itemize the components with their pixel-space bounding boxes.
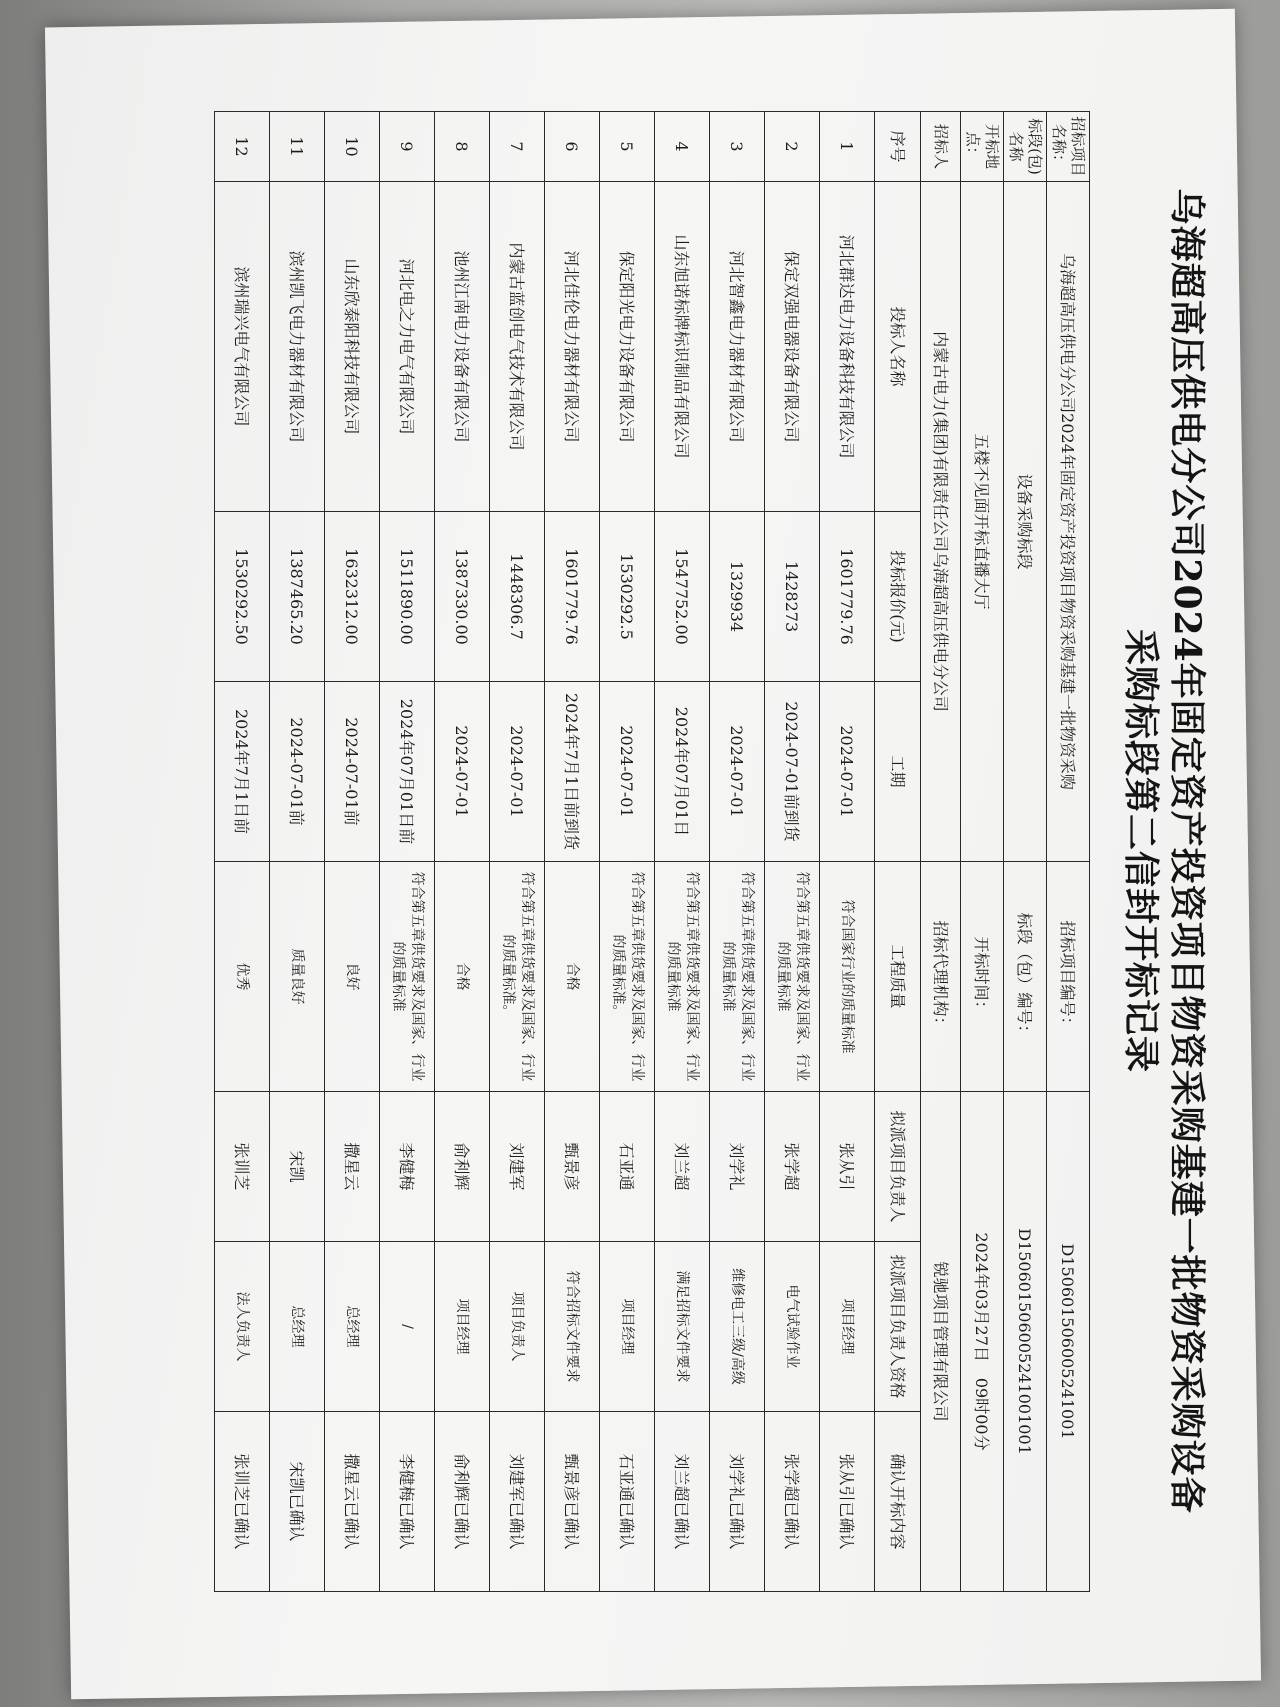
- location-value: 五楼不见面开标直播大厅: [961, 182, 1004, 862]
- bid-period: 2024年7月1日前到货: [545, 682, 600, 862]
- table-row: [655, 112, 710, 1592]
- bid-qualification: 符合招标文件要求: [545, 1242, 600, 1412]
- col-seq-header: 序号: [875, 112, 921, 182]
- bid-bidder-name: 河北电之力电气有限公司: [380, 182, 435, 512]
- bid-seq: 9: [380, 112, 435, 182]
- col-price-header: 投标报价(元): [875, 512, 921, 682]
- bid-seq: 4: [655, 112, 710, 182]
- bid-confirm: 刘建军已确认: [490, 1412, 545, 1592]
- time-label: 开标时间：: [961, 862, 1004, 1092]
- bid-qualification: 项目负责人: [490, 1242, 545, 1412]
- project-name-label: 招标项目名称：: [1047, 112, 1090, 182]
- bid-confirm: 刘兰超已确认: [655, 1412, 710, 1592]
- bid-price: 1601779.76: [820, 512, 875, 682]
- bid-period: 2024-07-01前: [325, 682, 380, 862]
- bid-bidder-name: 山东旭诺标牌标识制品有限公司: [655, 182, 710, 512]
- bid-seq: 3: [710, 112, 765, 182]
- bid-manager: 石亚通: [600, 1092, 655, 1242]
- bid-quality: 符合第五章供货要求及国家、行业的质量标准: [765, 862, 820, 1092]
- bid-qualification: 维修电工三级/高级: [710, 1242, 765, 1412]
- bid-manager: 张训芝: [215, 1092, 270, 1242]
- bid-price: 1387465.20: [270, 512, 325, 682]
- bid-period: 2024-07-01: [600, 682, 655, 862]
- table-row: [215, 112, 270, 1592]
- bid-qualification: /: [380, 1242, 435, 1412]
- bid-price: 1530292.5: [600, 512, 655, 682]
- bid-price: 1448306.7: [490, 512, 545, 682]
- bid-bidder-name: 山东欣泰阳科技有限公司: [325, 182, 380, 512]
- bid-qualification: 项目经理: [435, 1242, 490, 1412]
- table-row: [435, 112, 490, 1592]
- col-confirm-header: 确认开标内容: [875, 1412, 921, 1592]
- bid-qualification: 满足招标文件要求: [655, 1242, 710, 1412]
- bid-price: 1547752.00: [655, 512, 710, 682]
- bid-period: 2024-07-01: [710, 682, 765, 862]
- table-row: [820, 112, 875, 1592]
- document-title-line-1: 乌海超高压供电分公司2024年固定资产投资项目物资采购基建一批物资采购设备: [1166, 188, 1208, 1514]
- bid-confirm: 刘学礼已确认: [710, 1412, 765, 1592]
- bid-rows: [215, 112, 875, 1592]
- section-no-label: 标段（包）编号：: [1004, 862, 1047, 1092]
- bid-quality: 优秀: [215, 862, 270, 1092]
- bid-period: 2024-07-01: [820, 682, 875, 862]
- col-period-header: 工期: [875, 682, 921, 862]
- agency-label: 招标代理机构：: [921, 862, 961, 1092]
- document-title: [1100, 91, 1210, 1611]
- bid-table: [214, 111, 1090, 1592]
- bid-price: 1511890.00: [380, 512, 435, 682]
- col-manager-header: 拟派项目负责人: [875, 1092, 921, 1242]
- bid-seq: 5: [600, 112, 655, 182]
- bid-manager: 撒星云: [325, 1092, 380, 1242]
- table-row: [270, 112, 325, 1592]
- column-header-row: [875, 112, 921, 1592]
- bid-quality: 符合第五章供货要求及国家、行业的质量标准。: [490, 862, 545, 1092]
- bid-seq: 6: [545, 112, 600, 182]
- bid-bidder-name: 保定双强电器设备有限公司: [765, 182, 820, 512]
- agency-value: 锐驰项目管理有限公司: [921, 1092, 961, 1592]
- col-quality-header: 工程质量: [875, 862, 921, 1092]
- bid-seq: 1: [820, 112, 875, 182]
- project-no-value: D150601506005241001: [1047, 1092, 1090, 1592]
- table-row: [490, 112, 545, 1592]
- meta-row-tenderer: [921, 112, 961, 1592]
- bid-qualification: 总经理: [270, 1242, 325, 1412]
- tenderer-label: 招标人: [921, 112, 961, 182]
- bid-bidder-name: 内蒙古蓝创电气技术有限公司: [490, 182, 545, 512]
- table-row: [325, 112, 380, 1592]
- bid-period: 2024-07-01前: [270, 682, 325, 862]
- section-no-value: D150601506005241001001: [1004, 1092, 1047, 1592]
- bid-period: 2024年07月01日: [655, 682, 710, 862]
- meta-row-project: [1047, 112, 1090, 1592]
- bid-manager: 刘兰超: [655, 1092, 710, 1242]
- bid-manager: 宋凯: [270, 1092, 325, 1242]
- meta-section: [875, 112, 1090, 1592]
- tenderer-value: 内蒙古电力(集团)有限责任公司乌海超高压供电分公司: [921, 182, 961, 862]
- time-value: 2024年03月27日 09时00分: [961, 1092, 1004, 1592]
- bid-confirm: 俞利辉已确认: [435, 1412, 490, 1592]
- document-title-line-2: 采购标段第二信封开标记录: [1120, 628, 1162, 1073]
- table-row: [600, 112, 655, 1592]
- project-name-value: 乌海超高压供电分公司2024年固定资产投资项目物资采购基建一批物资采购: [1047, 182, 1090, 862]
- section-name-value: 设备采购标段: [1004, 182, 1047, 862]
- bid-period: 2024年7月1日前: [215, 682, 270, 862]
- bid-confirm: 宋凯已确认: [270, 1412, 325, 1592]
- bid-manager: 张学超: [765, 1092, 820, 1242]
- col-bidder-header: 投标人名称: [875, 182, 921, 512]
- location-label: 开标地点：: [961, 112, 1004, 182]
- bid-confirm: 张从引已确认: [820, 1412, 875, 1592]
- bid-period: 2024年07月01日前: [380, 682, 435, 862]
- bid-qualification: 法人负责人: [215, 1242, 270, 1412]
- bid-qualification: 总经理: [325, 1242, 380, 1412]
- table-row: [765, 112, 820, 1592]
- bid-quality: 符合国家行业的质量标准: [820, 862, 875, 1092]
- bid-quality: 符合第五章供货要求及国家、行业的质量标准: [655, 862, 710, 1092]
- bid-qualification: 项目经理: [600, 1242, 655, 1412]
- bid-bidder-name: 保定阳光电力设备有限公司: [600, 182, 655, 512]
- bid-manager: 刘学礼: [710, 1092, 765, 1242]
- bid-quality: 合格: [435, 862, 490, 1092]
- section-name-label: 标段(包)名称: [1004, 112, 1047, 182]
- bid-period: 2024-07-01: [490, 682, 545, 862]
- bid-bidder-name: 池州江南电力设备有限公司: [435, 182, 490, 512]
- bid-quality: 符合第五章供货要求及国家、行业的质量标准: [380, 862, 435, 1092]
- bid-bidder-name: 河北群达电力设备科技有限公司: [820, 182, 875, 512]
- table-row: [710, 112, 765, 1592]
- bid-manager: 张从引: [820, 1092, 875, 1242]
- bid-seq: 10: [325, 112, 380, 182]
- table-row: [545, 112, 600, 1592]
- meta-row-location: [961, 112, 1004, 1592]
- bid-seq: 11: [270, 112, 325, 182]
- bid-confirm: 撒星云已确认: [325, 1412, 380, 1592]
- bid-seq: 2: [765, 112, 820, 182]
- bid-confirm: 张学超已确认: [765, 1412, 820, 1592]
- bid-bidder-name: 河北佳伦电力器材有限公司: [545, 182, 600, 512]
- meta-row-section: [1004, 112, 1047, 1592]
- bid-quality: 合格: [545, 862, 600, 1092]
- bid-qualification: 电气试验作业: [765, 1242, 820, 1412]
- bid-manager: 刘建军: [490, 1092, 545, 1242]
- bid-seq: 12: [215, 112, 270, 182]
- table-row: [380, 112, 435, 1592]
- bid-bidder-name: 河北智鑫电力器材有限公司: [710, 182, 765, 512]
- bid-price: 1632312.00: [325, 512, 380, 682]
- bid-quality: 良好: [325, 862, 380, 1092]
- bid-qualification: 项目经理: [820, 1242, 875, 1412]
- bid-price: 1329934: [710, 512, 765, 682]
- bid-price: 1428273: [765, 512, 820, 682]
- bid-confirm: 石亚通已确认: [600, 1412, 655, 1592]
- bid-quality: 符合第五章供货要求及国家、行业的质量标准。: [600, 862, 655, 1092]
- bid-manager: 李健梅: [380, 1092, 435, 1242]
- bid-quality: 符合第五章供货要求及国家、行业的质量标准: [710, 862, 765, 1092]
- bid-price: 1530292.50: [215, 512, 270, 682]
- bid-confirm: 李健梅已确认: [380, 1412, 435, 1592]
- bid-bidder-name: 滨州凯飞电力器材有限公司: [270, 182, 325, 512]
- bid-confirm: 甄景彦已确认: [545, 1412, 600, 1592]
- bid-quality: 质量良好: [270, 862, 325, 1092]
- bid-manager: 俞利辉: [435, 1092, 490, 1242]
- bid-confirm: 张训芝已确认: [215, 1412, 270, 1592]
- bid-price: 1387330.00: [435, 512, 490, 682]
- bid-period: 2024-07-01前到货: [765, 682, 820, 862]
- bid-period: 2024-07-01: [435, 682, 490, 862]
- bid-manager: 甄景彦: [545, 1092, 600, 1242]
- bid-opening-record: [120, 91, 1210, 1611]
- col-qualification-header: 拟派项目负责人资格: [875, 1242, 921, 1412]
- bid-seq: 8: [435, 112, 490, 182]
- bid-bidder-name: 滨州瑞兴电气有限公司: [215, 182, 270, 512]
- bid-seq: 7: [490, 112, 545, 182]
- project-no-label: 招标项目编号：: [1047, 862, 1090, 1092]
- bid-price: 1601779.76: [545, 512, 600, 682]
